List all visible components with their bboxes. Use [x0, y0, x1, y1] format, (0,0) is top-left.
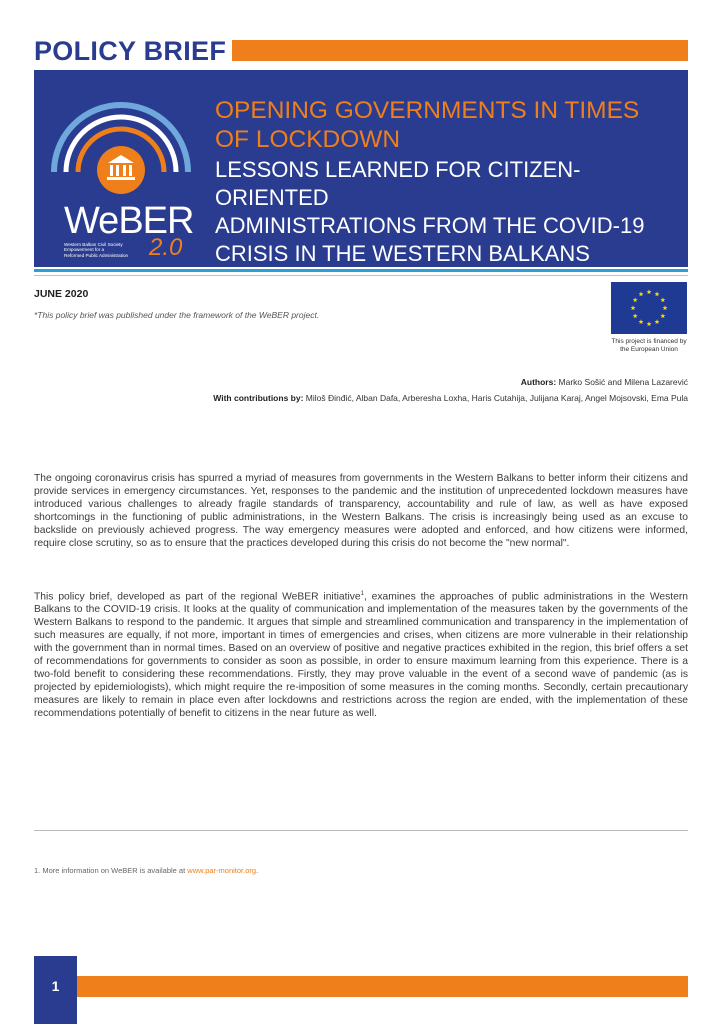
eu-caption-line: This project is financed by: [611, 338, 687, 345]
eu-star-icon: [663, 305, 668, 310]
logo-name: WeBER: [64, 200, 194, 242]
footnote-ref[interactable]: 1: [360, 591, 364, 597]
policy-brief-label: POLICY BRIEF: [34, 36, 227, 66]
eu-caption-line: the European Union: [620, 346, 678, 353]
header-orange-bar: [232, 40, 688, 61]
contributors-line: [213, 393, 688, 403]
eu-star-icon: [655, 319, 660, 324]
title-line: OF LOCKDOWN: [215, 126, 401, 153]
eu-star-icon: [647, 289, 652, 294]
logo-tagline-line: Empowerment for a: [64, 247, 105, 253]
eu-star-icon: [633, 313, 638, 318]
eu-star-icon: [639, 292, 644, 297]
authors-names: Marko Sošić and Milena Lazarević: [558, 377, 688, 387]
eu-star-icon: [660, 313, 665, 318]
logo-tagline: [64, 242, 144, 258]
weber-logo: [46, 84, 196, 259]
footer-orange-bar: [77, 976, 688, 997]
document-subtitle: [215, 156, 685, 268]
eu-star-icon: [660, 297, 665, 302]
eu-star-icon: [655, 292, 660, 297]
title-line: OPENING GOVERNMENTS IN TIMES: [215, 97, 640, 124]
banner-accent-line-thin: [34, 275, 688, 276]
subtitle-line: ADMINISTRATIONS FROM THE COVID-19: [215, 213, 645, 238]
eu-star-icon: [647, 321, 652, 326]
subtitle-line: LESSONS LEARNED FOR CITIZEN-ORIENTED: [215, 157, 581, 210]
paragraph-text: This policy brief, developed as part of the regional WeBER initiative: [34, 591, 361, 603]
banner-accent-line: [34, 269, 688, 272]
logo-tagline-line: Western Balkan Civil Society: [64, 242, 123, 247]
document-title: [215, 96, 685, 154]
eu-flag-icon: [611, 282, 687, 334]
footnote-end: .: [256, 866, 259, 875]
logo-version: 2.0: [149, 234, 183, 261]
page-number: 1: [51, 978, 60, 994]
contributors-names: Miloš Đinđić, Alban Dafa, Arberesha Loxha, Haris Cutahija, Julijana Karaj, Angel Mojsovski, Ema Pula: [305, 393, 688, 403]
paragraph-text: , examines the approaches of public administrations in the Western Balkans to the COVID-19 crisis. It looks at the quality of communication and implementation of the measures taken by the governments of the Western Balkans to respond to the pandemic. It argues that simple and streamlined communication and transparency in the implementation of such measures are equally, if not more, important in times of emergencies and crises, when citizens are more vulnerable in their relationship with the government than in normal times. Based on an overview of positive and negative practices exhibited in the region, this brief offers a set of recommendations for governments to consider as soon as possible, in order to ensure maximum learning from this experience. There is a two-fold benefit to considering these recommendations. Firstly, they may prove valuable in the event of a second wave of pandemic (as is projected by epidemiologists), which might require the re-imposition of some measures in the coming months. Secondly, certain precautionary measures are likely to remain in place even after lockdowns and restrictions across the region are ended, with the implementation of these recommendations potentially of benefit to citizens in the near future as well.: [34, 591, 688, 720]
publication-date: JUNE 2020: [34, 288, 89, 300]
footnote-divider: [34, 830, 688, 831]
subtitle-line: CRISIS IN THE WESTERN BALKANS: [215, 241, 590, 266]
body-paragraph-2: [34, 588, 688, 720]
authors-line: [521, 377, 688, 387]
contributors-label: With contributions by:: [213, 393, 304, 403]
authors-label: Authors:: [520, 377, 557, 387]
eu-star-icon: [631, 305, 636, 310]
logo-arcs-icon: [46, 84, 196, 204]
eu-star-icon: [639, 319, 644, 324]
framework-note: *This policy brief was published under the framework of the WeBER project.: [34, 310, 320, 320]
footnote: [34, 866, 258, 875]
footnote-link[interactable]: www.par-monitor.org: [187, 866, 257, 875]
logo-tagline-line: Reformed Public Administration: [64, 252, 129, 258]
eu-star-icon: [633, 297, 638, 302]
body-paragraph-1: The ongoing coronavirus crisis has spurred a myriad of measures from governments in the Western Balkans to better inform their citizens and provide services in emergency circumstances. Yet, responses to the pandemic and the institution of unprecedented lockdown measures have introduced various challenges to already fragile standards of transparency, accountability and rule of law, as well as have exposed shortcomings in the functioning of public administrations, in the Western Balkans. The crisis is increasingly being used as an excuse to backslide on previously achieved progress. The way emergency measures were adopted and enforced, and how citizens were informed, require close scrutiny, so as to ensure that the practices developed during this crisis do not become the "new normal".: [34, 473, 688, 549]
eu-funding-caption: [600, 338, 698, 354]
title-banner: [34, 70, 688, 267]
footnote-text: 1. More information on WeBER is available at: [34, 866, 188, 875]
